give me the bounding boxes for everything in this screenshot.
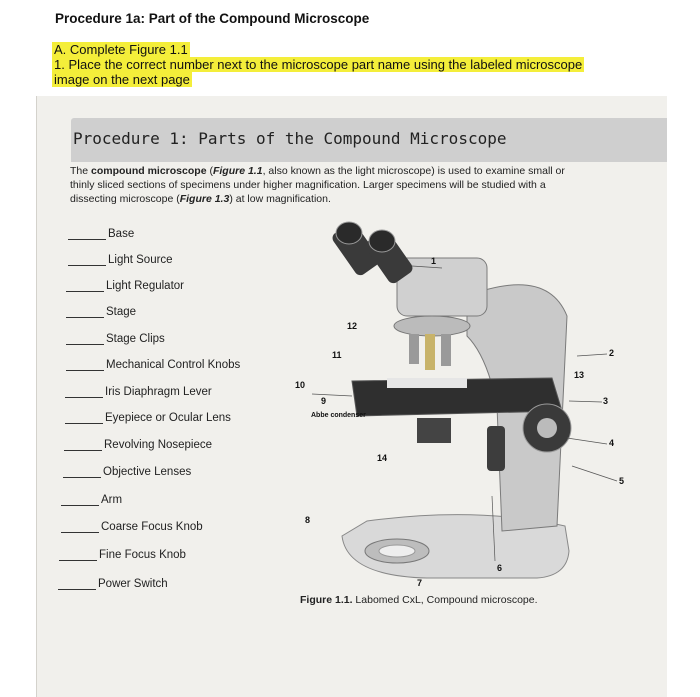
- stage-clip-slide: [387, 378, 467, 388]
- eyepiece-lens-icon: [336, 222, 362, 244]
- objective-lens: [441, 334, 451, 366]
- intro-text: , also known as the light microscope) is used to examine small or thinly sliced sections of specimens under higher magnification. Larger specimens will be studied with a dissecting microscope (: [70, 165, 565, 205]
- fine-focus-knob: [537, 418, 557, 438]
- caption-figure-ref: Figure 1.1.: [300, 594, 353, 606]
- intro-text: (: [206, 165, 213, 177]
- figure-number-9: 9: [321, 396, 327, 406]
- answer-blank[interactable]: [68, 228, 106, 240]
- part-name: Stage Clips: [106, 333, 165, 345]
- part-row: [65, 412, 231, 430]
- procedure-title: Procedure 1: Parts of the Compound Microscope: [73, 129, 507, 148]
- answer-blank[interactable]: [66, 333, 104, 345]
- objective-lens: [409, 334, 419, 364]
- pointer-line: [577, 354, 607, 356]
- pointer-line: [569, 401, 602, 402]
- part-name: Stage: [106, 306, 137, 318]
- microscope-illustration: [247, 206, 647, 596]
- instruction-line-3: image on the next page: [54, 72, 190, 87]
- figure-number-14: 14: [377, 453, 388, 463]
- part-row: [66, 333, 165, 351]
- figure-number-7: 7: [417, 578, 423, 588]
- part-name: Coarse Focus Knob: [101, 521, 203, 533]
- answer-blank[interactable]: [61, 494, 99, 506]
- answer-blank[interactable]: [66, 280, 104, 292]
- figure-number-5: 5: [619, 476, 625, 486]
- figure-number-4: 4: [609, 438, 615, 448]
- intro-figure-ref: Figure 1.3: [179, 193, 230, 205]
- part-row: [68, 228, 134, 246]
- part-name: Light Source: [108, 254, 173, 266]
- instruction-line-2: 1. Place the correct number next to the microscope part name using the labeled microscope: [54, 57, 583, 72]
- figure-number-12: 12: [347, 321, 358, 331]
- answer-blank[interactable]: [66, 306, 104, 318]
- answer-blank[interactable]: [65, 386, 103, 398]
- part-name: Revolving Nosepiece: [104, 439, 213, 451]
- part-name: Light Regulator: [106, 280, 184, 292]
- part-name: Objective Lenses: [103, 466, 192, 478]
- pointer-line: [567, 438, 607, 444]
- figure-number-13: 13: [574, 370, 585, 380]
- revolving-nosepiece: [394, 316, 470, 336]
- objective-lens: [425, 334, 435, 370]
- part-row: [63, 466, 191, 484]
- intro-figure-ref: Figure 1.1: [212, 165, 263, 177]
- figure-number-3: 3: [603, 396, 609, 406]
- part-row: [66, 280, 184, 298]
- part-row: [68, 254, 173, 272]
- part-name: Fine Focus Knob: [99, 549, 186, 561]
- part-name: Mechanical Control Knobs: [106, 359, 241, 371]
- page-title: Procedure 1a: Part of the Compound Microscope: [55, 11, 370, 26]
- figure-number-1: 1: [431, 256, 437, 266]
- pointer-line: [572, 466, 617, 481]
- mechanical-control-knobs: [487, 426, 505, 471]
- part-row: [59, 549, 186, 567]
- part-row: [66, 306, 136, 324]
- instruction-line-1: A. Complete Figure 1.1: [54, 42, 188, 57]
- part-name: Iris Diaphragm Lever: [105, 386, 212, 398]
- answer-blank[interactable]: [64, 439, 102, 451]
- figure-number-8: 8: [305, 515, 311, 525]
- part-row: [65, 386, 212, 404]
- answer-blank[interactable]: [68, 254, 106, 266]
- pointer-line: [312, 394, 352, 396]
- answer-blank[interactable]: [65, 412, 103, 424]
- answer-blank[interactable]: [61, 521, 99, 533]
- part-name: Eyepiece or Ocular Lens: [105, 412, 231, 424]
- instructions: [52, 42, 632, 87]
- part-row: [58, 578, 168, 596]
- light-source-glass: [379, 545, 415, 557]
- figure-caption: [300, 594, 538, 606]
- part-row: [61, 494, 122, 512]
- intro-bold-term: compound microscope: [91, 165, 207, 177]
- answer-blank[interactable]: [58, 578, 96, 590]
- caption-text: Labomed CxL, Compound microscope.: [352, 594, 538, 606]
- part-row: [64, 439, 212, 457]
- eyepiece-lens-icon: [369, 230, 395, 252]
- part-row: [61, 521, 203, 539]
- figure-number-10: 10: [295, 380, 306, 390]
- answer-blank[interactable]: [63, 466, 101, 478]
- answer-blank[interactable]: [66, 359, 104, 371]
- figure-number-11: 11: [332, 350, 342, 360]
- answer-blank[interactable]: [59, 549, 97, 561]
- part-name: Arm: [101, 494, 123, 506]
- figure-number-6: 6: [497, 563, 503, 573]
- part-name: Power Switch: [98, 578, 168, 590]
- abbe-condenser: [417, 418, 451, 443]
- intro-text: The: [70, 165, 92, 177]
- figure-number-2: 2: [609, 348, 615, 358]
- intro-paragraph: [70, 164, 570, 206]
- part-row: [66, 359, 240, 377]
- part-name: Base: [108, 228, 135, 240]
- intro-text: ) at low magnification.: [229, 193, 331, 205]
- abbe-condenser-label: Abbe condenser: [311, 412, 366, 419]
- textbook-photo: [36, 96, 667, 697]
